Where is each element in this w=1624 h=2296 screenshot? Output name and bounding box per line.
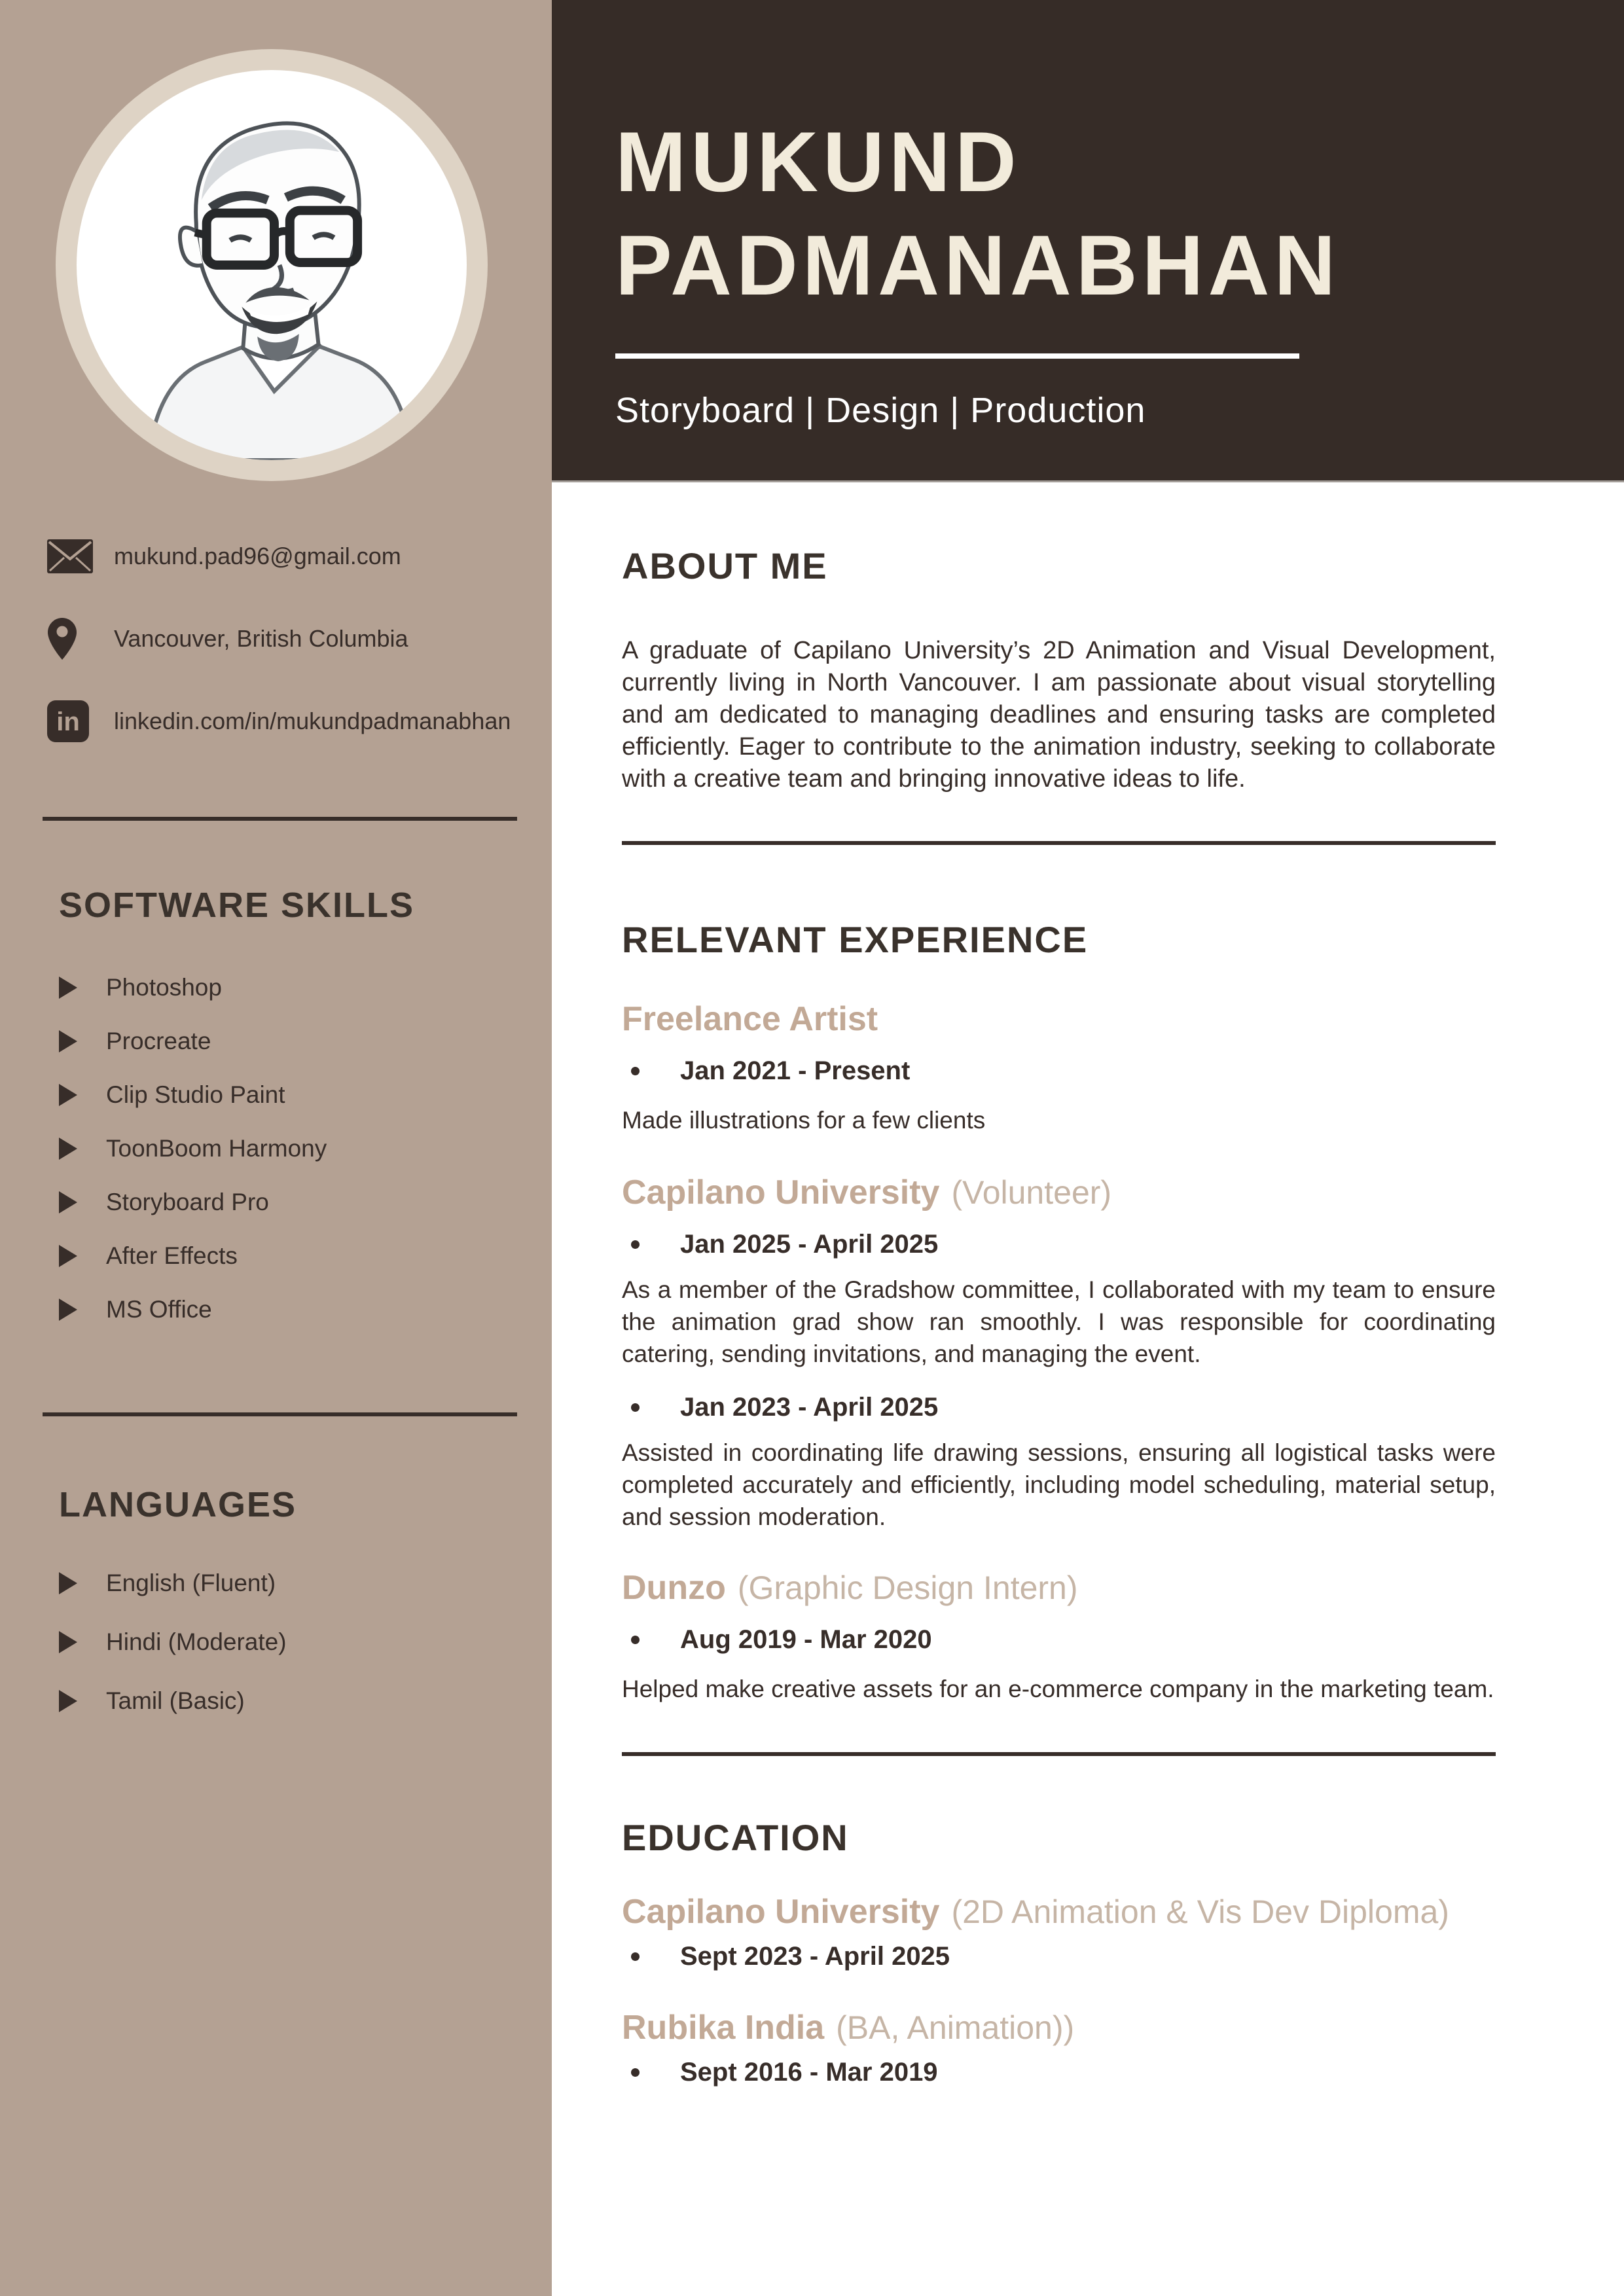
education-title: EDUCATION	[622, 1817, 849, 1858]
experience-description: Made illustrations for a few clients	[622, 1107, 986, 1134]
education-dates: Sept 2016 - Mar 2019	[622, 2057, 1496, 2087]
languages-title: LANGUAGES	[59, 1485, 297, 1524]
linkedin-icon	[47, 700, 98, 742]
skill-item: Procreate	[59, 1025, 414, 1058]
portrait-ring	[56, 49, 488, 481]
triangle-bullet-icon	[59, 1299, 77, 1321]
experience-title: RELEVANT EXPERIENCE	[622, 919, 1089, 960]
software-skills-section	[59, 885, 414, 1347]
contact-row-location	[47, 614, 552, 664]
location-icon	[47, 617, 98, 660]
about-me-body: A graduate of Capilano University’s 2D Animation and Visual Development, currently living in North Vancouver. I am passionate about visual storytelling and am dedicated to managing deadlines and ensuring tasks are completed efficiently. Eager to contribute to the animation industry, seeking to collaborate with a creative team and bringing innovative ideas to life.	[622, 637, 1496, 793]
skill-item: ToonBoom Harmony	[59, 1132, 414, 1165]
education-org-capilano: Capilano University (2D Animation & Vis Dev Diploma)	[622, 1893, 1449, 1931]
language-item: Hindi (Moderate)	[59, 1626, 297, 1659]
contact-row-linkedin	[47, 696, 552, 746]
bullet-icon	[631, 1240, 640, 1249]
email-text: mukund.pad96@gmail.com	[114, 543, 401, 569]
triangle-bullet-icon	[59, 1030, 77, 1052]
triangle-bullet-icon	[59, 1572, 77, 1594]
education-org-rubika: Rubika India (BA, Animation))	[622, 2009, 1075, 2047]
experience-org-freelance: Freelance Artist	[622, 1000, 878, 1038]
language-item: Tamil (Basic)	[59, 1685, 297, 1717]
name-line-2: PADMANABHAN	[615, 217, 1341, 313]
experience-description: As a member of the Gradshow committee, I collaborated with my team to ensure the animation grad show ran smoothly. I was responsible for coordinating catering, sending invitations, and managing the event.	[622, 1276, 1496, 1367]
bullet-icon	[631, 1636, 640, 1644]
triangle-bullet-icon	[59, 1191, 77, 1213]
contact-block	[0, 531, 552, 779]
sidebar-divider	[43, 817, 517, 821]
experience-dates: Aug 2019 - Mar 2020	[622, 1624, 1496, 1655]
name-line-1: MUKUND	[615, 114, 1021, 209]
header-banner	[552, 0, 1624, 482]
experience-description: Assisted in coordinating life drawing sessions, ensuring all logistical tasks were completed accurately and efficiently, including model scheduling, material setup, and session moderation.	[622, 1439, 1496, 1530]
tagline: Storyboard | Design | Production	[615, 391, 1146, 430]
name-underline-rule	[615, 353, 1299, 359]
experience-dates: Jan 2021 - Present	[622, 1056, 1496, 1086]
skill-item: MS Office	[59, 1293, 414, 1326]
bullet-icon	[631, 2068, 640, 2077]
sidebar-divider	[43, 1412, 517, 1416]
triangle-bullet-icon	[59, 1138, 77, 1160]
about-me-title: ABOUT ME	[622, 545, 828, 586]
triangle-bullet-icon	[59, 1084, 77, 1106]
section-divider	[622, 841, 1496, 845]
experience-org-capilano: Capilano University (Volunteer)	[622, 1174, 1112, 1211]
skill-item: Clip Studio Paint	[59, 1079, 414, 1111]
profile-portrait	[77, 70, 467, 460]
linkedin-text: linkedin.com/in/mukundpadmanabhan	[114, 708, 511, 734]
bullet-icon	[631, 1403, 640, 1412]
triangle-bullet-icon	[59, 977, 77, 999]
experience-dates: Jan 2025 - April 2025	[622, 1229, 1496, 1259]
portrait-sketch-illustration	[77, 70, 467, 460]
experience-org-dunzo: Dunzo (Graphic Design Intern)	[622, 1569, 1078, 1607]
triangle-bullet-icon	[59, 1690, 77, 1712]
skill-item: Photoshop	[59, 971, 414, 1004]
experience-dates: Jan 2023 - April 2025	[622, 1392, 1496, 1422]
education-dates: Sept 2023 - April 2025	[622, 1941, 1496, 1971]
bullet-icon	[631, 1067, 640, 1075]
email-icon	[47, 539, 98, 573]
sidebar	[0, 0, 552, 2296]
skill-item: After Effects	[59, 1240, 414, 1272]
svg-text:in: in	[56, 708, 80, 736]
software-skills-title: SOFTWARE SKILLS	[59, 886, 414, 925]
software-skills-list	[59, 971, 414, 1326]
language-item: English (Fluent)	[59, 1567, 297, 1600]
triangle-bullet-icon	[59, 1631, 77, 1653]
bullet-icon	[631, 1952, 640, 1961]
languages-list	[59, 1567, 297, 1717]
main-content	[552, 482, 1624, 2296]
triangle-bullet-icon	[59, 1245, 77, 1267]
contact-row-email	[47, 531, 552, 581]
languages-section	[59, 1484, 297, 1744]
section-divider	[622, 1752, 1496, 1756]
skill-item: Storyboard Pro	[59, 1186, 414, 1219]
location-text: Vancouver, British Columbia	[114, 625, 408, 652]
experience-description: Helped make creative assets for an e-commerce company in the marketing team.	[622, 1676, 1494, 1702]
